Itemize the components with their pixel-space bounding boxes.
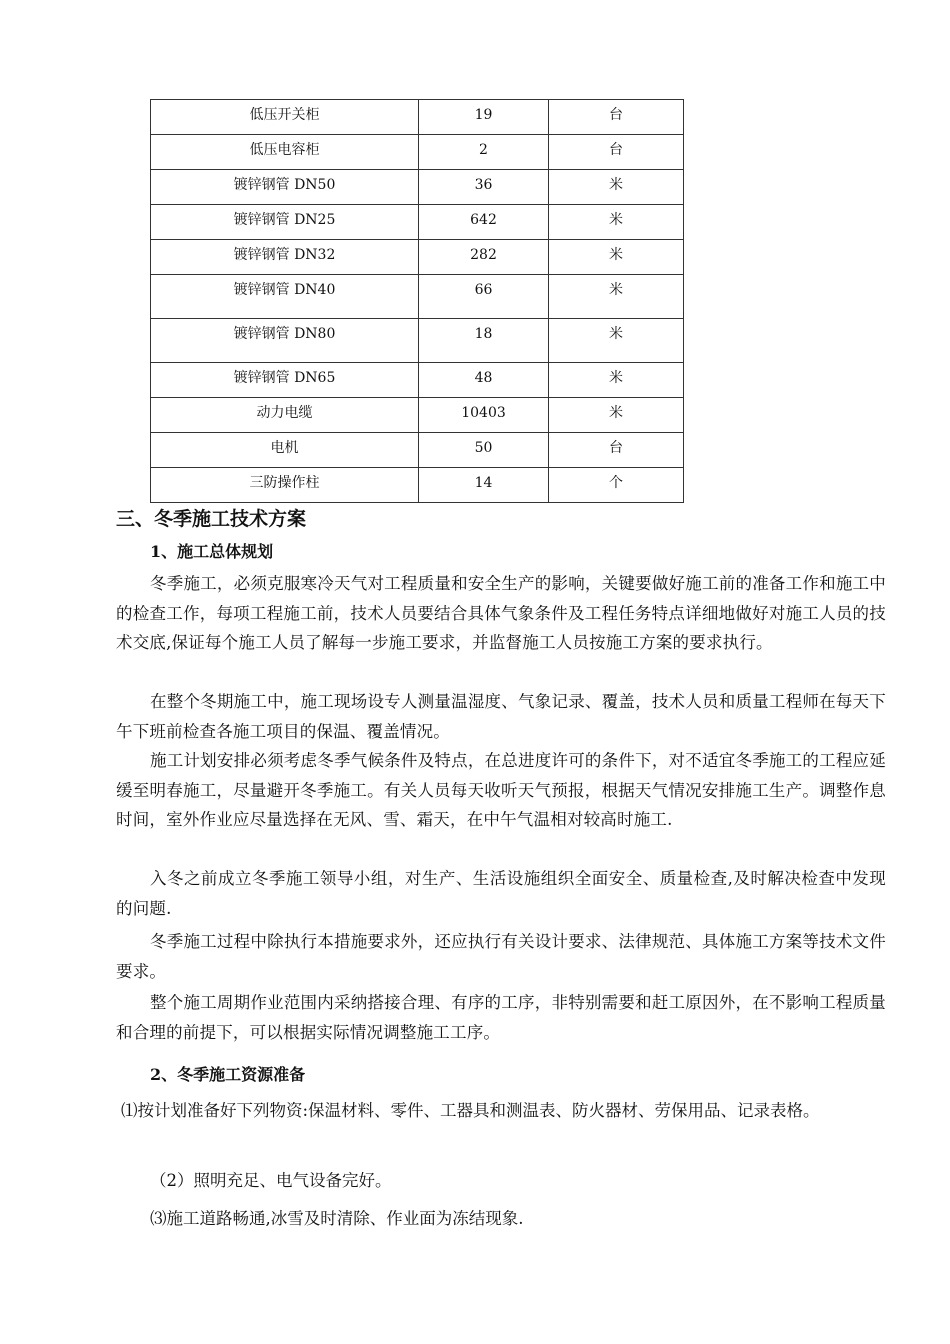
materials-table bbox=[150, 99, 684, 503]
material-unit: 台 bbox=[549, 100, 684, 135]
paragraph: 整个施工周期作业范围内采纳搭接合理、有序的工序，非特别需要和赶工原因外，在不影响工程质量和合理的前提下，可以根据实际情况调整施工工序。 bbox=[116, 993, 886, 1042]
table-row bbox=[151, 433, 684, 468]
material-name: 电机 bbox=[151, 433, 419, 468]
material-unit: 米 bbox=[549, 398, 684, 433]
material-qty: 282 bbox=[419, 240, 549, 275]
material-name: 镀锌钢管 DN25 bbox=[151, 205, 419, 240]
table-row bbox=[151, 363, 684, 398]
material-name: 镀锌钢管 DN32 bbox=[151, 240, 419, 275]
material-unit: 米 bbox=[549, 170, 684, 205]
paragraph: 在整个冬期施工中，施工现场设专人测量温湿度、气象记录、覆盖，技术人员和质量工程师在每天下午下班前检查各施工项目的保温、覆盖情况。 bbox=[116, 692, 886, 741]
material-qty: 66 bbox=[419, 275, 549, 319]
subsection-title-resources: 2、冬季施工资源准备 bbox=[150, 1065, 306, 1084]
material-qty: 18 bbox=[419, 319, 549, 363]
material-unit: 米 bbox=[549, 275, 684, 319]
material-qty: 48 bbox=[419, 363, 549, 398]
list-item: ⑴按计划准备好下列物资:保温材料、零件、工器具和测温表、防火器材、劳保用品、记录表格。 bbox=[121, 1101, 820, 1120]
material-qty: 36 bbox=[419, 170, 549, 205]
material-qty: 642 bbox=[419, 205, 549, 240]
paragraph: 施工计划安排必须考虑冬季气候条件及特点，在总进度许可的条件下，对不适宜冬季施工的工程应延缓至明春施工，尽量避开冬季施工。有关人员每天收听天气预报，根据天气情况安排施工生产。调整作息时间，室外作业应尽量选择在无风、雪、霜天，在中午气温相对较高时施工. bbox=[116, 751, 886, 829]
table-row bbox=[151, 135, 684, 170]
material-unit: 米 bbox=[549, 205, 684, 240]
material-name: 镀锌钢管 DN65 bbox=[151, 363, 419, 398]
table-row bbox=[151, 170, 684, 205]
material-name: 镀锌钢管 DN80 bbox=[151, 319, 419, 363]
table-row bbox=[151, 205, 684, 240]
material-name: 镀锌钢管 DN50 bbox=[151, 170, 419, 205]
material-qty: 19 bbox=[419, 100, 549, 135]
material-name: 三防操作柱 bbox=[151, 468, 419, 503]
material-unit: 米 bbox=[549, 319, 684, 363]
material-name: 镀锌钢管 DN40 bbox=[151, 275, 419, 319]
material-name: 低压开关柜 bbox=[151, 100, 419, 135]
list-item: （2）照明充足、电气设备完好。 bbox=[150, 1171, 392, 1190]
table-row bbox=[151, 468, 684, 503]
table-row bbox=[151, 275, 684, 319]
section-title: 三、冬季施工技术方案 bbox=[116, 508, 307, 530]
material-name: 动力电缆 bbox=[151, 398, 419, 433]
material-unit: 米 bbox=[549, 363, 684, 398]
table-row bbox=[151, 398, 684, 433]
material-qty: 14 bbox=[419, 468, 549, 503]
material-qty: 2 bbox=[419, 135, 549, 170]
table-row bbox=[151, 240, 684, 275]
material-unit: 台 bbox=[549, 135, 684, 170]
material-name: 低压电容柜 bbox=[151, 135, 419, 170]
table-row bbox=[151, 319, 684, 363]
paragraph: 冬季施工，必须克服寒冷天气对工程质量和安全生产的影响，关键要做好施工前的准备工作和施工中的检查工作，每项工程施工前，技术人员要结合具体气象条件及工程任务特点详细地做好对施工人员的技术交底,保证每个施工人员了解每一步施工要求，并监督施工人员按施工方案的要求执行。 bbox=[116, 574, 886, 652]
material-unit: 米 bbox=[549, 240, 684, 275]
table-row bbox=[151, 100, 684, 135]
paragraph: 入冬之前成立冬季施工领导小组，对生产、生活设施组织全面安全、质量检查,及时解决检查中发现的问题. bbox=[116, 869, 886, 918]
material-qty: 50 bbox=[419, 433, 549, 468]
subsection-title-planning: 1、施工总体规划 bbox=[150, 542, 274, 561]
material-unit: 台 bbox=[549, 433, 684, 468]
material-qty: 10403 bbox=[419, 398, 549, 433]
list-item: ⑶施工道路畅通,冰雪及时清除、作业面为冻结现象. bbox=[150, 1209, 524, 1228]
material-unit: 个 bbox=[549, 468, 684, 503]
paragraph: 冬季施工过程中除执行本措施要求外，还应执行有关设计要求、法律规范、具体施工方案等技术文件要求。 bbox=[116, 932, 886, 981]
